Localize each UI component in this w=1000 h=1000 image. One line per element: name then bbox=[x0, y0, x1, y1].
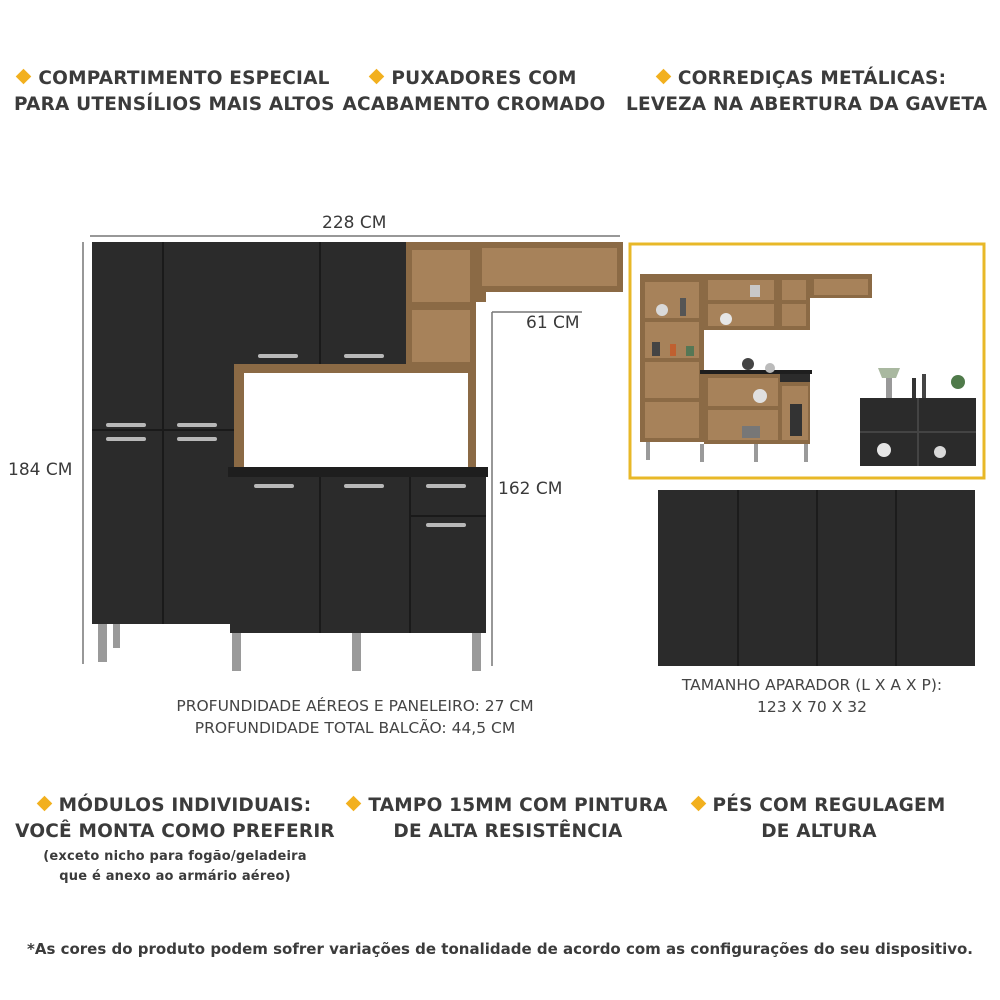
feature-title: TAMPO 15MM COM PINTURA bbox=[368, 795, 668, 816]
sideboard-cabinet bbox=[658, 490, 975, 666]
kitchen-ambient-photo bbox=[630, 244, 984, 478]
feature-tabletop bbox=[344, 793, 672, 845]
feature-subtitle: PARA UTENSÍLIOS MAIS ALTOS bbox=[14, 94, 335, 115]
feature-title: MÓDULOS INDIVIDUAIS: bbox=[58, 795, 312, 816]
dimension-width-label: 228 CM bbox=[322, 213, 387, 233]
feature-subtitle: VOCÊ MONTA COMO PREFERIR bbox=[15, 821, 335, 842]
depth-captions bbox=[150, 695, 560, 739]
feature-subtitle: DE ALTURA bbox=[761, 821, 877, 842]
feature-adjustable-feet bbox=[684, 793, 954, 845]
feature-subtitle: ACABAMENTO CROMADO bbox=[342, 94, 606, 115]
feature-subtitle: DE ALTA RESISTÊNCIA bbox=[393, 821, 623, 842]
feature-individual-modules bbox=[14, 793, 336, 887]
depth-counter: PROFUNDIDADE TOTAL BALCÃO: 44,5 CM bbox=[194, 719, 516, 737]
feature-note: (exceto nicho para fogão/geladeira bbox=[43, 849, 307, 864]
upper-wall-cabinet bbox=[234, 242, 623, 474]
sideboard-size-value: 123 X 70 X 32 bbox=[757, 698, 867, 716]
dimension-counter-height-label: 162 CM bbox=[498, 479, 563, 499]
feature-title: CORREDIÇAS METÁLICAS: bbox=[677, 68, 947, 89]
diamond-bullet-icon bbox=[36, 796, 52, 812]
base-counter-cabinet bbox=[228, 467, 488, 671]
diamond-bullet-icon bbox=[346, 796, 362, 812]
feature-note: que é anexo ao armário aéreo) bbox=[59, 869, 291, 884]
feature-title: PÉS COM REGULAGEM bbox=[712, 795, 946, 816]
dimension-height-label: 184 CM bbox=[8, 460, 73, 480]
color-disclaimer: *As cores do produto podem sofrer variações de tonalidade de acordo com as configurações do seu dispositivo. bbox=[26, 940, 974, 958]
tall-pantry-cabinet bbox=[92, 242, 234, 662]
feature-title: COMPARTIMENTO ESPECIAL bbox=[38, 68, 330, 89]
sideboard-size-label: TAMANHO APARADOR (L X A X P): bbox=[681, 676, 943, 694]
feature-title: PUXADORES COM bbox=[391, 68, 577, 89]
diamond-bullet-icon bbox=[690, 796, 706, 812]
sideboard-caption bbox=[660, 674, 964, 718]
dimension-niche-label: 61 CM bbox=[526, 313, 580, 333]
feature-subtitle: LEVEZA NA ABERTURA DA GAVETA bbox=[626, 94, 988, 115]
depth-upper-cabinets: PROFUNDIDADE AÉREOS E PANELEIRO: 27 CM bbox=[176, 697, 534, 715]
